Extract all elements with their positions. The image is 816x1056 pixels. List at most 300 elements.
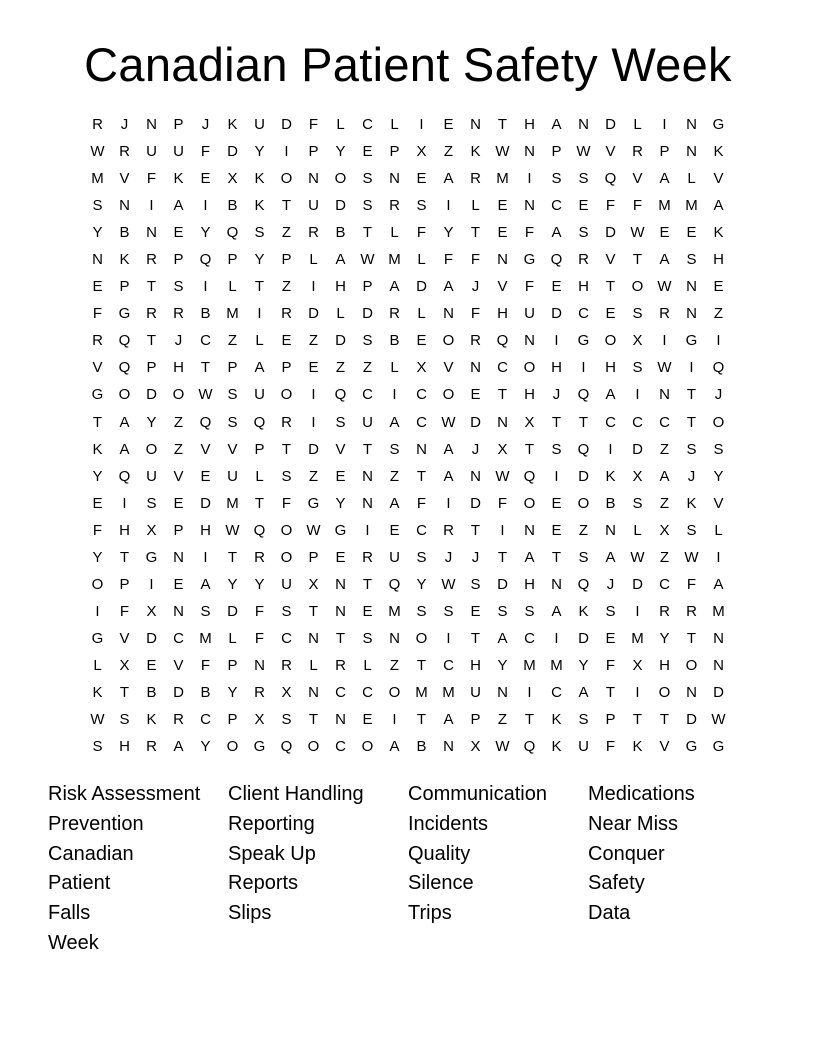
grid-letter: N — [335, 575, 346, 593]
grid-letter: V — [605, 143, 616, 161]
grid-letter: S — [227, 386, 238, 404]
grid-letter: N — [173, 602, 184, 620]
grid-letter: F — [632, 197, 643, 215]
grid-letter: S — [281, 467, 292, 485]
grid-letter: N — [524, 197, 535, 215]
grid-letter: G — [334, 521, 347, 539]
grid-letter: X — [146, 521, 157, 539]
grid-letter: W — [360, 251, 375, 269]
grid-letter: Q — [604, 170, 617, 188]
grid-letter: A — [551, 602, 562, 620]
grid-letter: V — [632, 170, 643, 188]
grid-letter: O — [280, 521, 293, 539]
grid-letter: H — [335, 278, 346, 296]
grid-letter: S — [119, 711, 130, 729]
grid-letter: G — [577, 332, 590, 350]
grid-letter: Z — [659, 440, 670, 458]
grid-letter: M — [550, 656, 563, 674]
grid-letter: X — [524, 413, 535, 431]
grid-letter: T — [524, 440, 535, 458]
grid-letter: E — [308, 359, 319, 377]
grid-letter: P — [227, 359, 238, 377]
grid-letter: I — [311, 278, 316, 296]
grid-letter: S — [200, 602, 211, 620]
grid-letter: S — [551, 440, 562, 458]
grid-letter: Y — [254, 143, 265, 161]
grid-letter: Z — [173, 413, 184, 431]
grid-letter: U — [470, 683, 481, 701]
grid-letter: B — [119, 224, 130, 242]
grid-letter: H — [497, 305, 508, 323]
grid-letter: M — [91, 170, 104, 188]
grid-letter: Y — [200, 738, 211, 756]
grid-letter: E — [335, 467, 346, 485]
grid-letter: D — [470, 413, 481, 431]
grid-letter: I — [203, 548, 208, 566]
grid-letter: N — [92, 251, 103, 269]
word-list-item: Reports — [228, 872, 299, 895]
grid-letter: T — [254, 278, 265, 296]
grid-letter: D — [362, 305, 373, 323]
grid-letter: Y — [227, 683, 238, 701]
grid-letter: I — [311, 386, 316, 404]
grid-letter: S — [362, 170, 373, 188]
grid-letter: W — [198, 386, 213, 404]
grid-letter: X — [659, 521, 670, 539]
grid-letter: T — [524, 711, 535, 729]
grid-letter: Z — [308, 332, 319, 350]
grid-letter: Q — [577, 440, 590, 458]
word-list-item: Data — [588, 902, 631, 925]
grid-letter: T — [416, 467, 427, 485]
word-list-item: Trips — [408, 902, 452, 925]
grid-letter: H — [470, 656, 481, 674]
grid-letter: C — [416, 386, 427, 404]
grid-row — [84, 733, 732, 760]
grid-letter: E — [362, 711, 373, 729]
grid-letter: Q — [334, 386, 347, 404]
grid-letter: G — [91, 629, 104, 647]
grid-letter: T — [497, 386, 508, 404]
grid-letter: W — [711, 711, 726, 729]
grid-letter: M — [199, 629, 212, 647]
grid-letter: E — [578, 197, 589, 215]
grid-letter: M — [226, 305, 239, 323]
grid-letter: A — [119, 440, 130, 458]
grid-letter: E — [281, 332, 292, 350]
grid-letter: R — [470, 332, 481, 350]
grid-letter: S — [686, 521, 697, 539]
grid-letter: A — [173, 197, 184, 215]
grid-letter: L — [93, 656, 102, 674]
grid-letter: W — [495, 738, 510, 756]
grid-letter: R — [254, 548, 265, 566]
grid-letter: A — [713, 197, 724, 215]
grid-letter: W — [225, 521, 240, 539]
grid-letter: K — [92, 683, 103, 701]
grid-letter: F — [308, 116, 319, 133]
grid-letter: E — [605, 629, 616, 647]
grid-letter: Z — [497, 711, 508, 729]
grid-letter: O — [577, 494, 590, 512]
grid-letter: R — [281, 413, 292, 431]
grid-letter: T — [92, 413, 103, 431]
grid-letter: C — [551, 197, 562, 215]
grid-letter: N — [335, 602, 346, 620]
grid-letter: E — [200, 467, 211, 485]
grid-letter: E — [92, 278, 103, 296]
grid-letter: N — [470, 467, 481, 485]
grid-letter: V — [92, 359, 103, 377]
grid-letter: F — [200, 656, 211, 674]
grid-letter: I — [635, 386, 640, 404]
grid-row — [84, 273, 732, 300]
grid-letter: E — [173, 575, 184, 593]
grid-letter: B — [146, 683, 157, 701]
grid-letter: W — [441, 413, 456, 431]
grid-letter: E — [146, 656, 157, 674]
grid-letter: I — [203, 278, 208, 296]
grid-letter: N — [686, 683, 697, 701]
grid-letter: Y — [227, 575, 238, 593]
grid-letter: S — [686, 440, 697, 458]
grid-letter: S — [470, 575, 481, 593]
grid-letter: N — [659, 386, 670, 404]
grid-letter: W — [90, 711, 105, 729]
grid-letter: G — [712, 116, 725, 133]
grid-letter: S — [497, 602, 508, 620]
word-list-item: Incidents — [408, 812, 489, 835]
grid-letter: E — [497, 224, 508, 242]
grid-letter: D — [632, 575, 643, 593]
grid-letter: T — [470, 521, 481, 539]
grid-letter: I — [581, 359, 586, 377]
grid-letter: A — [551, 116, 562, 133]
grid-letter: N — [389, 170, 400, 188]
grid-letter: W — [657, 359, 672, 377]
grid-letter: I — [257, 305, 262, 323]
grid-row — [84, 706, 732, 733]
grid-letter: K — [686, 494, 697, 512]
grid-letter: V — [713, 170, 724, 188]
grid-letter: I — [554, 629, 559, 647]
grid-letter: Q — [280, 738, 293, 756]
grid-letter: J — [120, 116, 129, 133]
grid-letter: E — [200, 170, 211, 188]
grid-letter: C — [200, 332, 211, 350]
grid-letter: U — [146, 143, 157, 161]
grid-row — [84, 436, 732, 463]
grid-letter: D — [200, 494, 211, 512]
grid-letter: B — [335, 224, 346, 242]
grid-letter: W — [630, 548, 645, 566]
grid-letter: K — [92, 440, 103, 458]
grid-letter: Q — [577, 575, 590, 593]
grid-letter: H — [578, 278, 589, 296]
word-list — [48, 780, 768, 959]
grid-letter: S — [362, 629, 373, 647]
grid-letter: D — [605, 224, 616, 242]
grid-letter: P — [470, 711, 481, 729]
grid-letter: P — [173, 116, 184, 133]
grid-letter: Q — [118, 467, 131, 485]
grid-letter: B — [389, 332, 400, 350]
grid-letter: I — [446, 629, 451, 647]
grid-letter: N — [551, 575, 562, 593]
grid-letter: V — [200, 440, 211, 458]
grid-letter: L — [390, 224, 399, 242]
grid-letter: F — [92, 521, 103, 539]
grid-letter: N — [470, 116, 481, 133]
grid-letter: S — [92, 738, 103, 756]
grid-letter: S — [713, 440, 724, 458]
grid-row — [84, 598, 732, 625]
grid-letter: J — [471, 278, 480, 296]
grid-letter: S — [524, 602, 535, 620]
grid-letter: S — [578, 170, 589, 188]
grid-letter: D — [227, 143, 238, 161]
grid-letter: V — [335, 440, 346, 458]
grid-letter: T — [632, 251, 643, 269]
grid-letter: N — [443, 738, 454, 756]
grid-letter: N — [497, 413, 508, 431]
grid-letter: S — [416, 197, 427, 215]
grid-letter: F — [524, 278, 535, 296]
grid-letter: H — [200, 521, 211, 539]
grid-letter: D — [713, 683, 724, 701]
grid-letter: B — [227, 197, 238, 215]
grid-letter: G — [685, 332, 698, 350]
grid-letter: R — [389, 197, 400, 215]
grid-letter: P — [659, 143, 670, 161]
grid-letter: H — [119, 738, 130, 756]
grid-letter: E — [551, 494, 562, 512]
grid-letter: S — [281, 602, 292, 620]
grid-letter: T — [200, 359, 211, 377]
grid-letter: T — [497, 116, 508, 133]
grid-letter: N — [713, 629, 724, 647]
grid-letter: D — [686, 711, 697, 729]
grid-letter: V — [605, 251, 616, 269]
grid-letter: I — [392, 711, 397, 729]
grid-letter: S — [632, 359, 643, 377]
grid-letter: I — [662, 116, 667, 133]
grid-letter: R — [281, 656, 292, 674]
grid-letter: N — [470, 359, 481, 377]
page-title: Canadian Patient Safety Week — [84, 38, 732, 91]
grid-letter: V — [659, 738, 670, 756]
grid-row — [84, 381, 732, 408]
grid-letter: Z — [389, 656, 400, 674]
grid-letter: L — [309, 251, 318, 269]
grid-letter: E — [443, 116, 454, 133]
grid-letter: C — [335, 738, 346, 756]
grid-letter: N — [416, 440, 427, 458]
grid-letter: R — [281, 305, 292, 323]
grid-letter: A — [389, 494, 400, 512]
grid-letter: R — [119, 143, 130, 161]
grid-letter: M — [226, 494, 239, 512]
grid-letter: N — [497, 251, 508, 269]
grid-letter: R — [335, 656, 346, 674]
grid-letter: Y — [416, 575, 427, 593]
grid-letter: N — [524, 332, 535, 350]
grid-row — [84, 354, 732, 381]
grid-letter: C — [605, 413, 616, 431]
grid-letter: F — [686, 575, 697, 593]
grid-letter: J — [714, 386, 723, 404]
grid-letter: T — [605, 683, 616, 701]
grid-letter: I — [122, 494, 127, 512]
grid-letter: V — [443, 359, 454, 377]
grid-letter: D — [470, 494, 481, 512]
grid-letter: F — [443, 251, 454, 269]
grid-letter: C — [281, 629, 292, 647]
grid-letter: T — [470, 224, 481, 242]
grid-letter: A — [335, 251, 346, 269]
grid-letter: X — [227, 170, 238, 188]
grid-letter: D — [605, 116, 616, 133]
grid-letter: H — [524, 575, 535, 593]
grid-letter: E — [686, 224, 697, 242]
grid-letter: Q — [253, 413, 266, 431]
grid-letter: U — [227, 467, 238, 485]
grid-letter: Z — [308, 467, 319, 485]
grid-letter: F — [470, 251, 481, 269]
grid-letter: K — [119, 251, 130, 269]
grid-letter: O — [523, 494, 536, 512]
grid-row — [84, 192, 732, 219]
grid-letter: M — [658, 197, 671, 215]
grid-letter: U — [254, 116, 265, 133]
grid-letter: A — [389, 278, 400, 296]
word-list-item: Conquer — [588, 842, 665, 865]
grid-letter: S — [416, 602, 427, 620]
grid-letter: R — [173, 305, 184, 323]
word-list-item: Quality — [408, 842, 471, 865]
grid-letter: I — [149, 197, 154, 215]
grid-letter: Y — [443, 224, 454, 242]
grid-letter: L — [336, 305, 345, 323]
word-list-item: Reporting — [228, 812, 315, 835]
grid-letter: D — [578, 467, 589, 485]
grid-letter: D — [173, 683, 184, 701]
grid-letter: E — [416, 170, 427, 188]
grid-letter: F — [92, 305, 103, 323]
grid-letter: T — [362, 224, 373, 242]
grid-letter: W — [576, 143, 591, 161]
grid-letter: Q — [496, 332, 509, 350]
letter-grid — [84, 111, 732, 760]
grid-letter: A — [713, 575, 724, 593]
grid-letter: Y — [254, 251, 265, 269]
grid-letter: Q — [118, 359, 131, 377]
grid-letter: B — [416, 738, 427, 756]
grid-letter: D — [308, 440, 319, 458]
grid-letter: N — [308, 170, 319, 188]
grid-letter: C — [551, 683, 562, 701]
word-list-item: Medications — [588, 783, 695, 805]
grid-letter: R — [389, 305, 400, 323]
grid-letter: Z — [389, 467, 400, 485]
grid-letter: R — [308, 224, 319, 242]
grid-letter: E — [362, 602, 373, 620]
grid-letter: E — [389, 521, 400, 539]
word-list-item: Silence — [408, 872, 474, 895]
grid-letter: N — [686, 143, 697, 161]
grid-letter: N — [362, 467, 373, 485]
grid-letter: L — [687, 170, 696, 188]
grid-letter: P — [254, 440, 265, 458]
grid-letter: U — [281, 575, 292, 593]
grid-letter: Z — [227, 332, 238, 350]
grid-letter: O — [145, 440, 158, 458]
word-column — [228, 780, 408, 959]
grid-letter: O — [226, 738, 239, 756]
grid-letter: L — [471, 197, 480, 215]
grid-row — [84, 219, 732, 246]
grid-letter: F — [254, 602, 265, 620]
grid-letter: A — [389, 413, 400, 431]
grid-letter: O — [280, 170, 293, 188]
grid-letter: P — [308, 548, 319, 566]
grid-letter: Y — [659, 629, 670, 647]
grid-letter: Z — [659, 494, 670, 512]
grid-letter: S — [362, 332, 373, 350]
grid-letter: D — [578, 629, 589, 647]
grid-letter: P — [281, 251, 292, 269]
grid-letter: R — [146, 738, 157, 756]
grid-letter: T — [416, 656, 427, 674]
grid-row — [84, 138, 732, 165]
grid-letter: I — [689, 359, 694, 377]
grid-letter: Z — [362, 359, 373, 377]
grid-letter: X — [632, 656, 643, 674]
grid-row — [84, 327, 732, 354]
grid-letter: N — [335, 711, 346, 729]
grid-letter: I — [311, 413, 316, 431]
grid-letter: P — [227, 711, 238, 729]
grid-letter: Y — [92, 467, 103, 485]
grid-letter: D — [335, 197, 346, 215]
grid-letter: T — [335, 629, 346, 647]
grid-letter: G — [145, 548, 158, 566]
grid-letter: S — [578, 224, 589, 242]
grid-letter: R — [686, 602, 697, 620]
word-list-item: Risk Assessment — [48, 783, 201, 805]
grid-row — [84, 490, 732, 517]
grid-letter: T — [470, 629, 481, 647]
grid-letter: I — [635, 683, 640, 701]
grid-letter: B — [200, 305, 211, 323]
grid-letter: E — [551, 278, 562, 296]
grid-letter: E — [173, 494, 184, 512]
grid-letter: W — [630, 224, 645, 242]
grid-letter: I — [365, 521, 370, 539]
grid-letter: G — [91, 386, 104, 404]
grid-letter: N — [146, 224, 157, 242]
grid-letter: F — [470, 305, 481, 323]
grid-letter: E — [173, 224, 184, 242]
grid-letter: H — [551, 359, 562, 377]
grid-letter: M — [496, 170, 509, 188]
grid-letter: N — [605, 521, 616, 539]
grid-letter: J — [201, 116, 210, 133]
grid-letter: Y — [497, 656, 508, 674]
grid-letter: P — [146, 359, 157, 377]
grid-letter: S — [416, 548, 427, 566]
grid-letter: A — [605, 386, 616, 404]
